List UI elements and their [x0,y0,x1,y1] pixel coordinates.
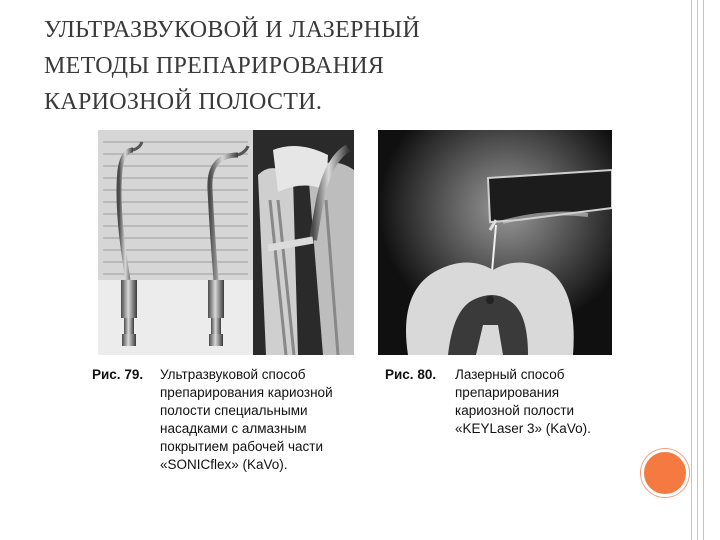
decorative-frame-line [697,0,698,540]
decorative-frame-line [703,0,704,540]
decorative-orange-circle-icon [641,449,689,497]
figure-80-laser-image [378,130,612,355]
ultrasonic-tips-illustration [98,130,354,355]
figure-80-number: Рис. 80. [385,367,437,382]
figure-79-caption-text: Ультразвуковой способ препарирования кариозной полости специальными насадками с алмазным покрытием рабочей части «SONICflex» (KaVo). [160,367,333,472]
decorative-frame-line [691,0,692,540]
laser-tooth-illustration [378,130,612,355]
title-line-2: МЕТОДЫ ПРЕПАРИРОВАНИЯ [44,53,385,79]
figure-80-caption-text: Лазерный способ препарирования кариозной полости «KEYLaser 3» (KaVo). [455,367,591,436]
figure-79-number: Рис. 79. [92,367,144,382]
figure-79-ultrasonic-tips-image [98,130,354,355]
title-line-1: УЛЬТРАЗВУКОВОЙ И ЛАЗЕРНЫЙ [44,17,421,43]
title-line-3: КАРИОЗНОЙ ПОЛОСТИ. [44,89,323,115]
slide-title [44,12,644,120]
